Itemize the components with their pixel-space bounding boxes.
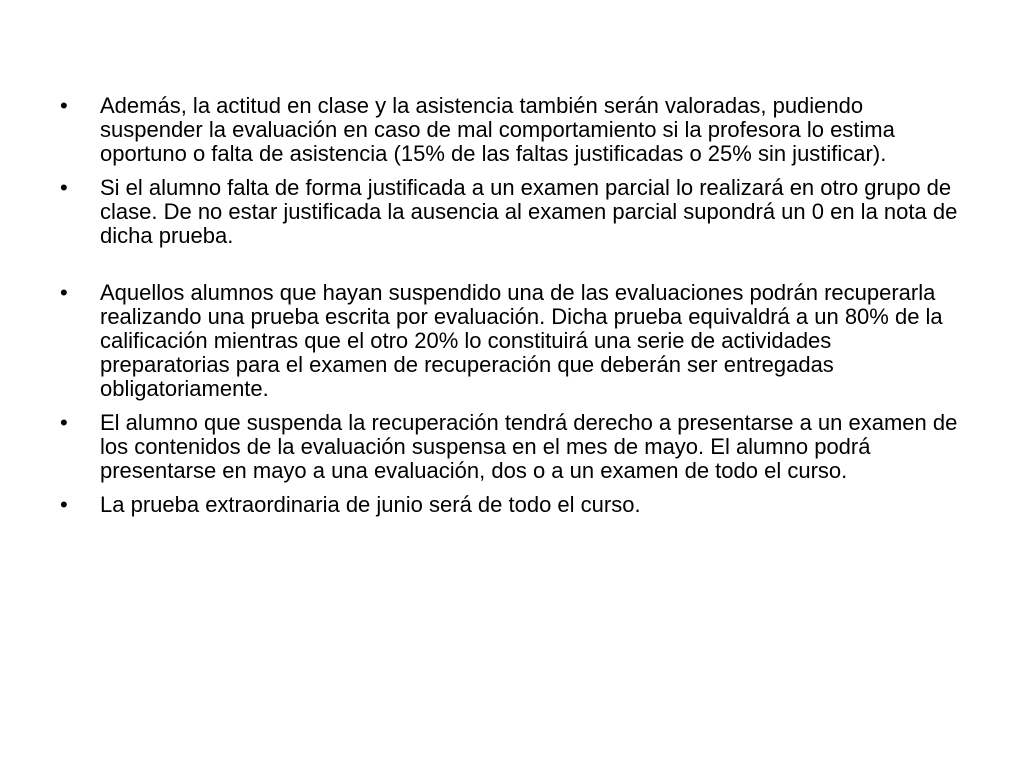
- bullet-text: La prueba extraordinaria de junio será de todo el curso.: [100, 492, 641, 517]
- bullet-icon: •: [60, 175, 68, 200]
- bullet-item-recovery: [58, 281, 963, 401]
- bullet-list: [58, 94, 963, 527]
- bullet-item-attitude: [58, 94, 963, 166]
- bullet-text: Además, la actitud en clase y la asistencia también serán valoradas, pudiendo suspender la evaluación en caso de mal comportamiento si la profesora lo estima oportuno o falta de asistencia (15% de las faltas justificadas o 25% sin justificar).: [100, 93, 895, 166]
- bullet-icon: •: [60, 410, 68, 435]
- bullet-icon: •: [60, 93, 68, 118]
- bullet-item-may-exam: [58, 411, 963, 483]
- bullet-text: Si el alumno falta de forma justificada a un examen parcial lo realizará en otro grupo de clase. De no estar justificada la ausencia al examen parcial supondrá un 0 en la nota de dicha prueba.: [100, 175, 958, 248]
- bullet-item-justified-absence: [58, 176, 963, 248]
- bullet-icon: •: [60, 492, 68, 517]
- bullet-item-june-exam: [58, 493, 963, 517]
- bullet-text: El alumno que suspenda la recuperación tendrá derecho a presentarse a un examen de los contenidos de la evaluación suspensa en el mes de mayo. El alumno podrá presentarse en mayo a una evaluación, dos o a un examen de todo el curso.: [100, 410, 958, 483]
- bullet-text: Aquellos alumnos que hayan suspendido una de las evaluaciones podrán recuperarla realizando una prueba escrita por evaluación. Dicha prueba equivaldrá a un 80% de la calificación mientras que el otro 20% lo constituirá una serie de actividades preparatorias para el examen de recuperación que deberán ser entregadas obligatoriamente.: [100, 280, 943, 401]
- bullet-icon: •: [60, 280, 68, 305]
